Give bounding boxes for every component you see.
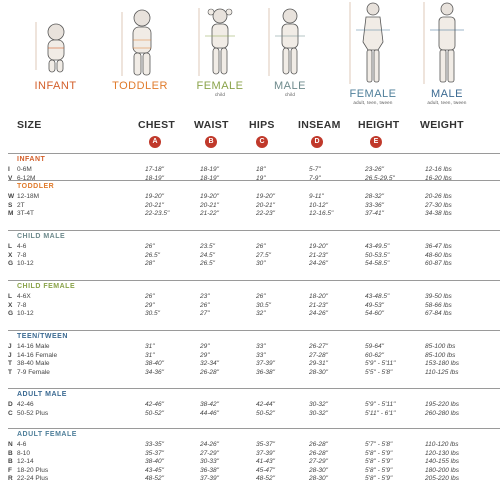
cell-inseam: 10-12" — [309, 201, 328, 209]
table-row — [0, 309, 500, 318]
cell-waist: 18-19" — [200, 174, 219, 182]
cell-waist: 27-29" — [200, 449, 219, 457]
male-adult-body-icon — [412, 0, 482, 88]
cell-height: 28-32" — [365, 193, 384, 200]
cell-waist: 29" — [200, 343, 210, 350]
figure-male-adult — [412, 0, 482, 105]
cell-inseam: 21-23" — [309, 301, 328, 309]
table-row — [0, 474, 500, 483]
marker-chest: A — [149, 136, 161, 148]
cell-inseam: 26-28" — [309, 441, 328, 448]
cell-inseam: 26-27" — [309, 343, 328, 350]
female-adult-body-icon — [338, 0, 408, 88]
cell-weight: 153-180 lbs — [425, 360, 459, 368]
figure-sublabel: child — [284, 92, 296, 97]
marker-waist: B — [205, 136, 217, 148]
cell-chest: 35-37" — [145, 449, 164, 457]
cell-weight: 120-130 lbs — [425, 449, 459, 457]
cell-size: 10-12 — [17, 260, 34, 268]
divider-line — [8, 280, 500, 281]
cell-chest: 26" — [145, 293, 155, 300]
cell-height: 60-62" — [365, 351, 384, 359]
cell-hips: 19" — [256, 174, 266, 182]
divider-line — [8, 388, 500, 389]
cell-weight: 39-50 lbs — [425, 293, 452, 300]
cell-hips: 19-20" — [256, 193, 275, 200]
cell-code: B — [8, 449, 13, 457]
cell-size: 12-18M — [17, 193, 40, 200]
cell-hips: 26" — [256, 293, 266, 300]
cell-height: 5'5" - 5'8" — [365, 368, 393, 376]
cell-waist: 24.5" — [200, 251, 215, 259]
cell-waist: 36-38" — [200, 466, 219, 474]
cell-inseam: 26-28" — [309, 449, 328, 457]
cell-weight: 67-84 lbs — [425, 310, 452, 318]
cell-chest: 31" — [145, 351, 155, 359]
figure-female-adult — [338, 0, 408, 105]
cell-inseam: 29-31" — [309, 360, 328, 368]
cell-code: L — [8, 293, 12, 300]
cell-waist: 20-21" — [200, 201, 219, 209]
cell-waist: 19-20" — [200, 193, 219, 200]
cell-inseam: 30-32" — [309, 401, 328, 408]
figure-label: MALE — [274, 80, 306, 92]
cell-hips: 27.5" — [256, 251, 271, 259]
divider-line — [8, 428, 500, 429]
cell-size: 7-8 — [17, 251, 27, 259]
header-height: HEIGHT — [358, 119, 400, 131]
cell-weight: 16-20 lbs — [425, 174, 452, 182]
cell-waist: 37-39" — [200, 475, 219, 483]
cell-hips: 41-43" — [256, 458, 275, 466]
figure-sublabel: adult, teen, tween — [353, 100, 393, 105]
cell-size: 22-24 Plus — [17, 475, 49, 483]
figure-label: MALE — [431, 88, 463, 100]
cell-hips: 18" — [256, 166, 266, 173]
cell-chest: 48-52" — [145, 475, 164, 483]
cell-inseam: 28-30" — [309, 466, 328, 474]
cell-waist: 30-33" — [200, 458, 219, 466]
figure-infant — [18, 0, 93, 92]
cell-chest: 18-19" — [145, 174, 164, 182]
cell-chest: 50-52" — [145, 409, 164, 417]
cell-chest: 34-36" — [145, 368, 164, 376]
cell-code: M — [8, 210, 14, 218]
cell-weight: 260-280 lbs — [425, 409, 459, 417]
cell-waist: 23" — [200, 293, 210, 300]
figure-label: FEMALE — [196, 80, 244, 92]
cell-height: 54-58.5" — [365, 260, 390, 268]
marker-inseam: D — [311, 136, 323, 148]
header-chest: CHEST — [138, 119, 176, 131]
divider-line — [8, 330, 500, 331]
cell-weight: 140-155 lbs — [425, 458, 459, 466]
cell-code: I — [8, 166, 10, 173]
cell-height: 5'9" - 5'11" — [365, 360, 396, 368]
cell-chest: 42-46" — [145, 401, 164, 408]
cell-height: 5'8" - 5'9" — [365, 475, 393, 483]
marker-height: E — [370, 136, 382, 148]
table-row — [0, 368, 500, 377]
cell-weight: 205-220 lbs — [425, 475, 459, 483]
section-title: CHILD MALE — [17, 233, 66, 240]
cell-size: 0-6M — [17, 166, 32, 173]
figure-sublabel: child — [214, 92, 226, 97]
cell-height: 26.5-29.5" — [365, 174, 395, 182]
cell-size: 10-12 — [17, 310, 34, 318]
divider-line — [8, 153, 500, 154]
cell-hips: 30" — [256, 260, 266, 268]
cell-hips: 50-52" — [256, 409, 275, 417]
cell-code: G — [8, 310, 14, 318]
cell-waist: 26" — [200, 301, 210, 309]
cell-weight: 85-100 lbs — [425, 351, 456, 359]
cell-waist: 32-34" — [200, 360, 219, 368]
cell-waist: 23.5" — [200, 243, 215, 250]
cell-code: J — [8, 343, 12, 350]
female-child-body-icon — [185, 0, 255, 80]
cell-hips: 37-39" — [256, 449, 275, 457]
cell-hips: 20-21" — [256, 201, 275, 209]
cell-size: 12-14 — [17, 458, 34, 466]
cell-code: W — [8, 193, 15, 200]
header-weight: WEIGHT — [420, 119, 464, 131]
cell-size: 7-8 — [17, 301, 27, 309]
cell-chest: 38-40" — [145, 360, 164, 368]
cell-chest: 43-45" — [145, 466, 164, 474]
section-title: CHILD FEMALE — [17, 283, 76, 290]
cell-code: T — [8, 368, 12, 376]
cell-chest: 22-23.5" — [145, 210, 170, 218]
cell-height: 59-64" — [365, 343, 384, 350]
cell-inseam: 9-11" — [309, 193, 324, 200]
cell-height: 43-49.5" — [365, 243, 390, 250]
cell-height: 33-36" — [365, 201, 384, 209]
cell-code: V — [8, 174, 13, 182]
cell-inseam: 5-7" — [309, 166, 321, 173]
table-row — [0, 409, 500, 418]
cell-hips: 37-39" — [256, 360, 275, 368]
cell-size: 4-6 — [17, 441, 27, 448]
cell-code: D — [8, 401, 13, 408]
section-title: ADULT MALE — [17, 391, 67, 398]
figure-label: INFANT — [34, 80, 77, 92]
cell-inseam: 28-30" — [309, 368, 328, 376]
figure-label: TODDLER — [112, 80, 168, 92]
cell-waist: 27" — [200, 310, 210, 318]
cell-hips: 26" — [256, 243, 266, 250]
cell-size: 18-20 Plus — [17, 466, 49, 474]
cell-height: 54-60" — [365, 310, 384, 318]
cell-waist: 24-26" — [200, 441, 219, 448]
cell-code: X — [8, 251, 13, 259]
figure-toddler — [100, 0, 180, 92]
cell-code: G — [8, 260, 14, 268]
cell-size: 6-12M — [17, 174, 36, 182]
cell-height: 5'8" - 5'9" — [365, 449, 393, 457]
infant-body-icon — [18, 0, 93, 80]
header-hips: HIPS — [249, 119, 275, 131]
cell-chest: 29" — [145, 301, 155, 309]
cell-waist: 44-46" — [200, 409, 219, 417]
cell-waist: 38-42" — [200, 401, 219, 408]
cell-code: C — [8, 409, 13, 417]
cell-inseam: 24-26" — [309, 310, 328, 318]
cell-height: 5'8" - 5'9" — [365, 466, 393, 474]
male-child-body-icon — [255, 0, 325, 80]
cell-inseam: 24-26" — [309, 260, 328, 268]
cell-hips: 22-23" — [256, 210, 275, 218]
figure-male-child — [255, 0, 325, 97]
cell-chest: 26" — [145, 243, 155, 250]
cell-inseam: 30-32" — [309, 409, 328, 417]
cell-code: X — [8, 301, 13, 309]
cell-height: 5'8" - 5'9" — [365, 458, 393, 466]
cell-code: L — [8, 243, 12, 250]
table-row — [0, 174, 500, 183]
cell-weight: 60-87 lbs — [425, 260, 452, 268]
cell-waist: 26-28" — [200, 368, 219, 376]
cell-hips: 32" — [256, 310, 266, 318]
section-title: TEEN/TWEEN — [17, 333, 68, 340]
divider-line — [8, 230, 500, 231]
cell-weight: 180-200 lbs — [425, 466, 459, 474]
cell-hips: 35-37" — [256, 441, 275, 448]
cell-code: F — [8, 466, 12, 474]
cell-height: 5'9" - 5'11" — [365, 401, 396, 408]
cell-weight: 195-220 lbs — [425, 401, 459, 408]
cell-weight: 85-100 lbs — [425, 343, 456, 350]
cell-chest: 26.5" — [145, 251, 160, 259]
table-row — [0, 259, 500, 268]
figure-strip — [0, 0, 500, 112]
cell-code: T — [8, 360, 12, 368]
cell-size: 7-9 Female — [17, 368, 50, 376]
cell-chest: 28" — [145, 260, 155, 268]
cell-height: 23-26" — [365, 166, 384, 173]
cell-height: 50-53.5" — [365, 251, 390, 259]
figure-label: FEMALE — [349, 88, 397, 100]
header-waist: WAIST — [194, 119, 229, 131]
cell-size: 8-10 — [17, 449, 31, 457]
header-size: SIZE — [17, 119, 42, 131]
cell-hips: 33" — [256, 351, 266, 359]
section-title: ADULT FEMALE — [17, 431, 77, 438]
cell-weight: 12-16 lbs — [425, 166, 452, 173]
section-title: INFANT — [17, 156, 46, 163]
figure-female-child — [185, 0, 255, 97]
cell-inseam: 28-30" — [309, 475, 328, 483]
cell-inseam: 18-20" — [309, 293, 328, 300]
cell-code: J — [8, 351, 12, 359]
cell-chest: 33-35" — [145, 441, 164, 448]
cell-weight: 20-26 lbs — [425, 193, 452, 200]
cell-inseam: 12-16.5" — [309, 210, 334, 218]
cell-code: R — [8, 475, 13, 483]
cell-hips: 42-44" — [256, 401, 275, 408]
cell-chest: 38-40" — [145, 458, 164, 466]
cell-inseam: 19-20" — [309, 243, 328, 250]
cell-hips: 33" — [256, 343, 266, 350]
cell-size: 2T — [17, 201, 25, 209]
divider-line — [8, 180, 500, 181]
cell-code: B — [8, 458, 13, 466]
figure-sublabel: adult, teen, tween — [427, 100, 467, 105]
cell-size: 3T-4T — [17, 210, 34, 218]
cell-weight: 36-47 lbs — [425, 243, 452, 250]
cell-height: 43-48.5" — [365, 293, 390, 300]
cell-size: 38-40 Male — [17, 360, 50, 368]
cell-size: 50-52 Plus — [17, 409, 49, 417]
cell-hips: 36-38" — [256, 368, 275, 376]
cell-hips: 45-47" — [256, 466, 275, 474]
marker-hips: C — [256, 136, 268, 148]
header-inseam: INSEAM — [298, 119, 341, 131]
cell-chest: 31" — [145, 343, 155, 350]
cell-code: S — [8, 201, 13, 209]
cell-weight: 27-30 lbs — [425, 201, 452, 209]
cell-height: 5'11" - 6'1" — [365, 409, 396, 417]
cell-inseam: 7-9" — [309, 174, 321, 182]
cell-height: 5'7" - 5'8" — [365, 441, 393, 448]
cell-chest: 20-21" — [145, 201, 164, 209]
cell-size: 42-46 — [17, 401, 34, 408]
cell-weight: 58-66 lbs — [425, 301, 452, 309]
cell-height: 49-53" — [365, 301, 384, 309]
cell-hips: 48-52" — [256, 475, 275, 483]
cell-size: 14-16 Female — [17, 351, 58, 359]
cell-weight: 110-120 lbs — [425, 441, 459, 448]
cell-size: 4-6 — [17, 243, 27, 250]
cell-inseam: 27-28" — [309, 351, 328, 359]
cell-height: 37-41" — [365, 210, 384, 218]
cell-hips: 30.5" — [256, 301, 271, 309]
cell-weight: 110-125 lbs — [425, 368, 459, 376]
cell-waist: 21-22" — [200, 210, 219, 218]
cell-chest: 30.5" — [145, 310, 160, 318]
cell-code: N — [8, 441, 13, 448]
toddler-body-icon — [100, 0, 180, 80]
cell-size: 14-16 Male — [17, 343, 50, 350]
cell-waist: 18-19" — [200, 166, 219, 173]
cell-inseam: 27-29" — [309, 458, 328, 466]
cell-weight: 48-60 lbs — [425, 251, 452, 259]
cell-inseam: 21-23" — [309, 251, 328, 259]
section-title: TODDLER — [17, 183, 55, 190]
cell-chest: 17-18" — [145, 166, 164, 173]
cell-weight: 34-38 lbs — [425, 210, 452, 218]
table-row — [0, 209, 500, 218]
cell-size: 4-6X — [17, 293, 31, 300]
cell-chest: 19-20" — [145, 193, 164, 200]
cell-waist: 26.5" — [200, 260, 215, 268]
cell-waist: 29" — [200, 351, 210, 359]
